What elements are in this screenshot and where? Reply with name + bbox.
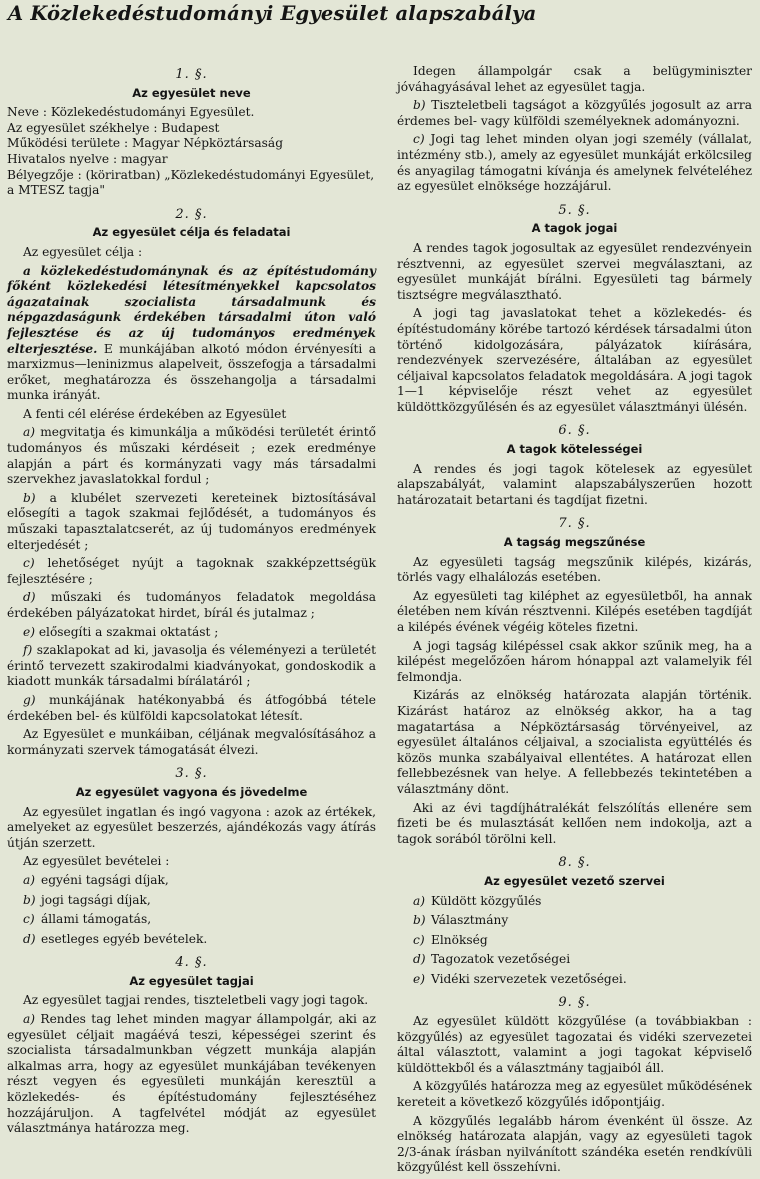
item-letter: d) (23, 931, 36, 946)
item-text: szaklapokat ad ki, javasolja és véleményezi a területét érintő tervezett szakirodalmi kiadványokat, gondoskodik a kiadott munkák társadalmi bírálatáról ; (7, 643, 376, 689)
list-item (23, 912, 376, 928)
list-item (413, 933, 752, 949)
paragraph: A fenti cél elérése érdekében az Egyesület (23, 406, 287, 421)
section-number: 6. §. (558, 423, 591, 439)
item-letter: c) (23, 912, 35, 927)
section-number: 1. §. (175, 67, 208, 82)
list-item (413, 972, 752, 988)
list-item (413, 894, 752, 910)
item-letter: e) (23, 624, 35, 639)
item-letter: a) (23, 1012, 36, 1027)
section-number: 4. §. (175, 955, 208, 971)
section-title: Az egyesület vagyona és jövedelme (75, 784, 308, 799)
item-letter: d) (23, 590, 36, 605)
list-item (397, 98, 752, 129)
item-text: Választmány (431, 913, 509, 928)
document-title: A Közlekedéstudományi Egyesület alapszabálya (8, 2, 537, 25)
list-item (7, 590, 376, 621)
paragraph: Az egyesület tagjai rendes, tiszteletbeli vagy jogi tagok. (23, 993, 369, 1008)
paragraph (7, 264, 376, 404)
item-letter: d) (413, 952, 426, 967)
item-letter: a) (23, 872, 36, 887)
paragraph: Az egyesületi tagság megszűnik kilépés, kizárás, törlés vagy elhalálozás esetében. (397, 554, 752, 585)
section-title: A tagok kötelességei (506, 442, 643, 457)
item-letter: c) (23, 556, 35, 571)
item-text: Jogi tag lehet minden olyan jogi személy (vállalat, intézmény stb.), amely az egyesület munkáját erkölcsileg és anyagilag támogatni kívánja és amelynek felvételéhez az egyesület elnöksége hozzájárul. (397, 132, 752, 194)
section-title: Az egyesület tagjai (129, 973, 254, 988)
item-text: egyéni tagsági díjak, (41, 872, 169, 887)
item-letter: c) (413, 132, 425, 147)
item-text: elősegíti a szakmai oktatást ; (34, 624, 219, 639)
item-letter: b) (23, 490, 36, 505)
section-number: 9. §. (558, 995, 591, 1011)
item-text: a klubélet szervezeti kereteinek biztosításával elősegíti a tagok szakmai fejlődését, a tudományos és műszaki tapasztalatcserét, az új tudományos eredmények elterjedését ; (7, 490, 376, 552)
right-column (397, 64, 752, 1179)
item-text: esetleges egyéb bevételek. (41, 931, 208, 946)
item-letter: e) (413, 971, 425, 986)
aim-text: E munkájában alkotó módon érvényesíti a marxizmus—leninizmus alapelveit, összefogja a társadalmi erőket, meghatározza és összehangolja a társadalmi munka irányát. (7, 341, 376, 403)
item-text: Elnökség (431, 932, 488, 947)
item-text: állami támogatás, (41, 912, 152, 927)
item-letter: b) (23, 892, 36, 907)
list-item (7, 491, 376, 553)
paragraph: Az egyesületi tag kiléphet az egyesületből, ha annak életében nem kíván résztvenni. Kilépés esetében tagdíját a kilépés évének végéig köteles fizetni. (397, 588, 752, 634)
list-item (7, 643, 376, 690)
item-text: Vidéki szervezetek vezetőségei. (431, 971, 627, 986)
item-letter: b) (413, 98, 426, 113)
paragraph: A jogi tagság kilépéssel csak akkor szűnik meg, ha a kilépést megelőzően három hónappal azt valamelyik fél felmondja. (397, 638, 752, 684)
item-letter: a) (413, 893, 426, 908)
paragraph: A közgyűlés legalább három évenként ül össze. Az elnökség határozata alapján, vagy az egyesületi tagok 2/3-ának írásban nyilvánított szándéka esetén rendkívüli közgyűlést kell összehívni. (397, 1113, 752, 1175)
list-item (7, 1012, 376, 1137)
name-line: Neve : Közlekedéstudományi Egyesület. (7, 105, 255, 120)
item-letter: g) (23, 692, 36, 707)
territory-line: Működési területe : Magyar Népköztársaság (7, 136, 284, 151)
paragraph: Aki az évi tagdíjhátralékát felszólítás ellenére sem fizeti be és mulasztását kellően nem indokolja, azt a tagok sorából törölni kell. (397, 800, 752, 846)
stamp-line: Bélyegzője : (köriratban) „Közlekedéstudományi Egyesület, a MTESZ tagja" (7, 167, 375, 198)
seat-line: Az egyesület székhelye : Budapest (7, 120, 220, 135)
paragraph: A rendes tagok jogosultak az egyesület rendezvényein résztvenni, az egyesület szervei megválasztani, az egyesület munkáját bírálni. Egyesületi tag bármely tisztségre megválasztható. (397, 240, 752, 302)
item-text: lehetőséget nyújt a tagoknak szakképzettségük fejlesztésére ; (7, 556, 376, 586)
item-letter: f) (23, 643, 33, 658)
section-title: A tagság megszűnése (503, 535, 646, 550)
paragraph: A rendes és jogi tagok kötelesek az egyesület alapszabályát, valamint alapszabályszerűen hozott határozatait betartani és tagdíjat fizetni. (397, 461, 752, 507)
paragraph: Az Egyesület e munkáiban, céljának megvalósításához a kormányzati szervek támogatását élvezi. (7, 727, 376, 757)
list-item (413, 952, 752, 968)
item-text: műszaki és tudományos feladatok megoldása érdekében pályázatokat hirdet, bírál és jutalmaz ; (7, 590, 376, 620)
section-title: A tagok jogai (531, 221, 618, 236)
item-letter: a) (23, 425, 36, 440)
item-letter: c) (413, 932, 425, 947)
item-text: Tiszteletbeli tagságot a közgyűlés jogosult az arra érdemes bel- vagy külföldi személyeknek adományozni. (397, 98, 752, 128)
list-item (7, 556, 376, 587)
section-number: 5. §. (558, 202, 591, 218)
section-title: Az egyesület célja és feladatai (92, 225, 291, 240)
list-item (23, 873, 376, 889)
paragraph: Idegen állampolgár csak a belügyminiszter jóváhagyásával lehet az egyesület tagja. (397, 64, 752, 94)
paragraph: Az egyesület küldött közgyűlése (a továbbiakban : közgyűlés) az egyesület tagozatai és vidéki szervezetei által választott, valamint a jogi tagokat képviselő küldöttekből és a választmány tagjaiból áll. (397, 1014, 752, 1075)
list-item (397, 132, 752, 194)
item-text: Küldött közgyűlés (431, 893, 542, 908)
section-number: 7. §. (558, 516, 591, 532)
left-column (7, 62, 376, 1140)
language-line: Hivatalos nyelve : magyar (7, 151, 168, 166)
paragraph: A jogi tag javaslatokat tehet a közlekedés- és építéstudomány körébe tartozó kérdések társadalmi úton történő kidolgozására, pályázatok kiírására, rendezvények szervezésére, általában az egyesület céljaival kapcsolatos feladatok megoldására. A jogi tagok 1—1 képviselője részt vehet az egyesület küldöttközgyűlésén és az egyesület választmányi ülésén. (397, 306, 753, 414)
list-item (23, 932, 376, 948)
list-item (413, 913, 752, 929)
aim-italic-text: a közlekedéstudománynak és az építéstudomány főként közlekedési létesítményekkel kapcsolatos ágazatainak szocialista társadalmunk és népgazdaságunk érdekében társadalmi úton való fejlesztése és az új tudományos eredmények elterjesztése. (7, 263, 376, 356)
paragraph: Az egyesület célja : (23, 244, 143, 259)
item-text: megvitatja és kimunkálja a működési területét érintő tudományos és műszaki kérdéseit ; ezek eredménye alapján a párt és kormányzati vagy más társadalmi szervekhez javaslatokkal fordul ; (7, 425, 376, 487)
paragraph: Az egyesület ingatlan és ingó vagyona : azok az értékek, amelyeket az egyesület beszerzés, ajándékozás vagy átírás útján szerzett. (7, 804, 376, 850)
section-number: 3. §. (175, 766, 208, 782)
paragraph: Kizárás az elnökség határozata alapján történik. Kizárást határoz az elnökség akkor, ha a tag magatartása a Népköztársaság törvényeivel, az egyesület általános céljaival, a szocialista együttélés és közös munka szabályaival ellentétes. A határozat ellen fellebbezésnek van helye. A fellebbezés tekintetében a választmány dönt. (397, 688, 752, 796)
item-letter: b) (413, 913, 426, 928)
section-title: Az egyesület neve (132, 85, 251, 100)
item-text: jogi tagsági díjak, (41, 892, 151, 907)
item-text: munkájának hatékonyabbá és átfogóbbá tétele érdekében bel- és külföldi kapcsolatokat létesít. (7, 692, 376, 723)
section-number: 2. §. (175, 206, 208, 222)
item-text: Rendes tag lehet minden magyar állampolgár, aki az egyesület céljait magáévá teszi, képességei szerint és szocialista társadalmunkban végzett munkája alapján alkalmas arra, hogy az egyesület munkájában tevékenyen részt vegyen és egyesületi munkáján keresztül a közlekedés- és építéstudomány fejlesztéséhez hozzájáruljon. A tagfelvétel módját az egyesület választmánya határozza meg. (7, 1012, 376, 1136)
list-item (7, 625, 376, 641)
list-item (7, 425, 376, 487)
paragraph: A közgyűlés határozza meg az egyesület működésének kereteit a következő közgyűlés időpontjáig. (397, 1079, 752, 1110)
paragraph: Az egyesület bevételei : (23, 854, 170, 869)
list-item (7, 693, 376, 724)
list-item (23, 893, 376, 909)
section-title: Az egyesület vezető szervei (484, 873, 665, 888)
item-text: Tagozatok vezetőségei (431, 952, 571, 967)
section-number: 8. §. (558, 855, 591, 871)
